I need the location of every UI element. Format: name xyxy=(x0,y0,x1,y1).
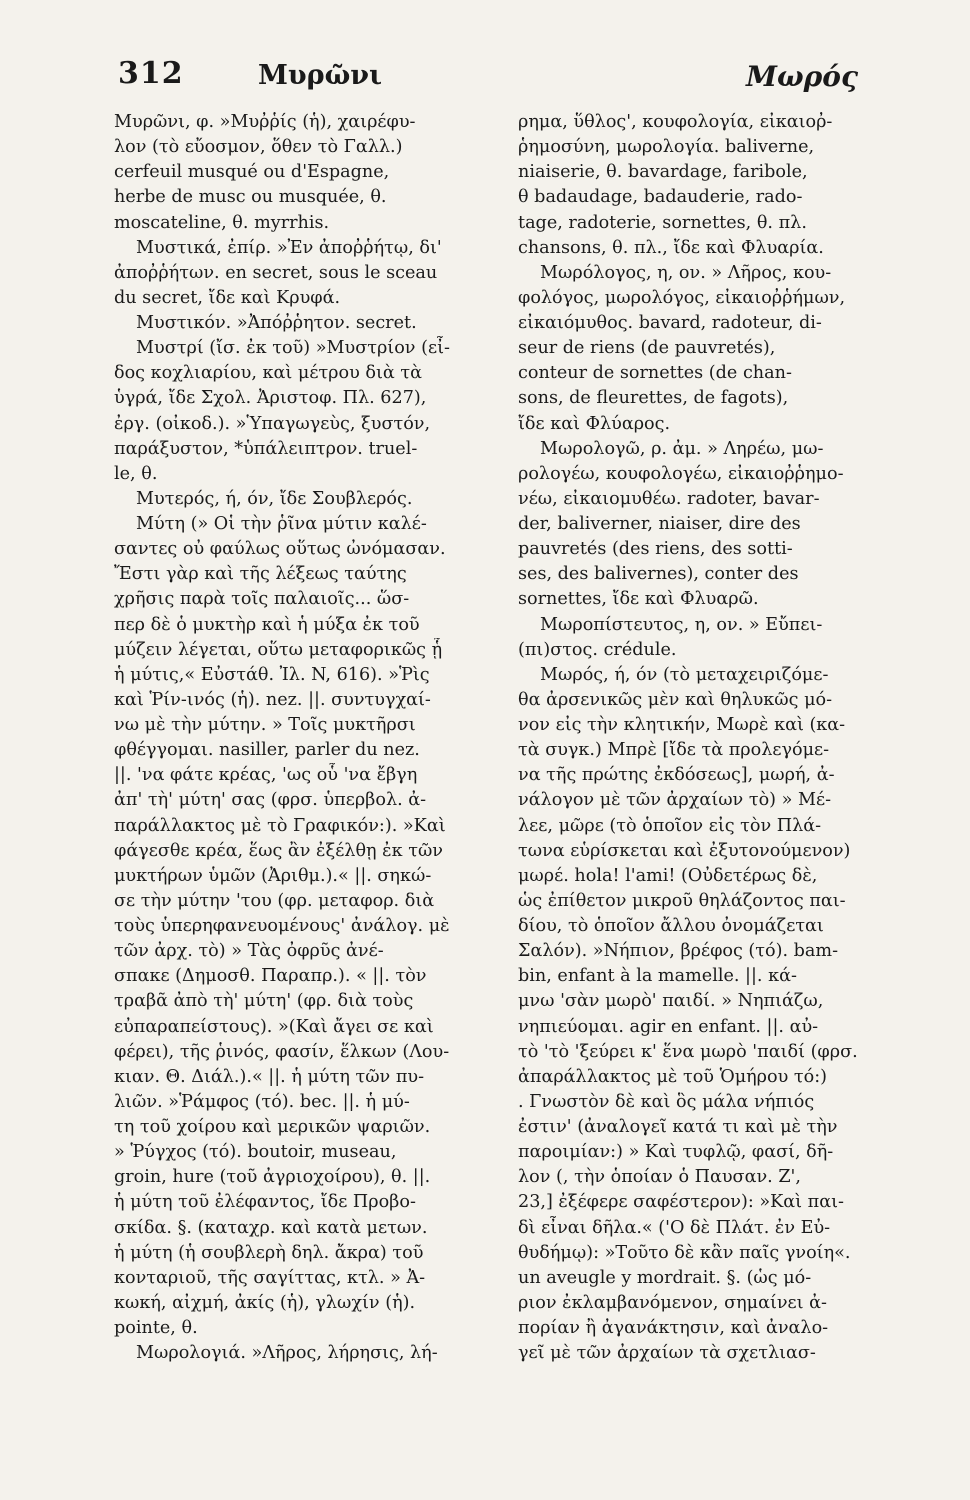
text-line: ἡ μύτις,« Εὐστάθ. Ἰλ. N, 616). »Ῥὶς xyxy=(114,664,430,685)
text-line: θα ἀρσενικῶς μὲν καὶ θηλυκῶς μό- xyxy=(518,689,833,710)
text-line: Σαλόν). »Νήπιον, βρέφος (τό). bam- xyxy=(518,941,839,962)
left-column xyxy=(114,110,484,1366)
text-line: παροιμίαν:) » Καὶ τυφλῷ, φασί, δῆ- xyxy=(518,1142,834,1163)
right-column xyxy=(518,110,933,1366)
text-line: bin, enfant à la mamelle. ||. κά- xyxy=(518,966,797,987)
text-line: μνω 'σὰν μωρὸ' παιδί. » Νηπιάζω, xyxy=(518,991,824,1012)
text-line: pointe, θ. xyxy=(114,1318,198,1338)
text-line: pauvretés (des riens, des sotti- xyxy=(518,539,793,560)
text-line: κιαν. Θ. Διάλ.).« ||. ἡ μύτη τῶν πυ- xyxy=(114,1066,425,1087)
right-guide-word: Μωρός xyxy=(746,60,858,93)
text-line: τη τοῦ χοίρου καὶ μερικῶν ψαριῶν. xyxy=(114,1117,431,1137)
text-line: Μυστικόν. »Ἀπόῤῥητον. secret. xyxy=(136,313,417,333)
text-line: τὸ 'τὸ 'ξεύρει κ' ἕνα μωρὸ 'παιδί (φρσ. xyxy=(518,1041,858,1062)
text-line: Μυρῶνι, φ. »Μυῤῥίς (ἡ), χαιρέφυ- xyxy=(114,112,416,132)
text-line: ἀπαράλλακτος μὲ τοῦ Ὁμήρου τό:) xyxy=(518,1066,828,1087)
text-line: du secret, ἴδε καὶ Κρυφά. xyxy=(114,287,341,308)
text-line: ῥημοσύνη, μωρολογία. baliverne, xyxy=(518,137,815,158)
text-line: μύζειν λέγεται, οὕτω μεταφορικῶς ᾗ xyxy=(114,639,443,660)
text-line: τοὺς ὑπερηφανευομένους' ἀνάλογ. μὲ xyxy=(114,916,450,936)
text-line: φθέγγομαι. nasiller, parler du nez. xyxy=(114,740,420,761)
text-line: der, baliverner, niaiser, dire des xyxy=(518,514,801,534)
text-line: ἐργ. (οἰκοδ.). »Ὑπαγωγεὺς, ξυστόν, xyxy=(114,413,431,434)
text-line: τὰ συγκ.) Μπρὲ [ἴδε τὰ προλεγόμε- xyxy=(518,740,830,761)
text-line: τωνα εὑρίσκεται καὶ ἐξυτονούμενον) xyxy=(518,840,851,861)
text-line: πορίαν ἢ ἀγανάκτησιν, καὶ ἀναλο- xyxy=(518,1318,829,1338)
text-line: » Ῥύγχος (τό). boutoir, museau, xyxy=(114,1142,397,1163)
text-line: λον (, τὴν ὁποίαν ὁ Παυσαν. Ζ', xyxy=(518,1167,801,1188)
text-line: φάγεσθε κρέα, ἕως ἂν ἐξέλθῃ ἐκ τῶν xyxy=(114,840,443,861)
running-header xyxy=(118,56,870,100)
text-line: περ δὲ ὁ μυκτὴρ καὶ ἡ μύξα ἐκ τοῦ xyxy=(114,614,420,635)
text-line: sons, de fleurettes, de fagots), xyxy=(518,388,789,409)
text-line: τῶν ἀρχ. τὸ) » Τὰς ὀφρῦς ἀνέ- xyxy=(114,941,384,962)
text-line: Ἔστι γὰρ καὶ τῆς λέξεως ταύτης xyxy=(114,564,407,585)
text-line: 23,] ἐξέφερε σαφέστερον): »Καὶ παι- xyxy=(518,1192,844,1213)
text-line: ρημα, ὕθλος', κουφολογία, εἰκαιοῤ- xyxy=(518,112,833,132)
text-line: εὐπαραπείστους). »(Καὶ ἄγει σε καὶ xyxy=(114,1016,434,1037)
text-line: Μωροπίστευτος, η, ον. » Εὔπει- xyxy=(540,614,823,635)
page-number: 312 xyxy=(118,56,184,91)
text-line: ses, des balivernes), conter des xyxy=(518,564,799,585)
text-line: ἴδε καὶ Φλύαρος. xyxy=(518,413,671,434)
text-line: . Γνωστὸν δὲ καὶ ὃς μάλα νήπιός xyxy=(518,1091,815,1112)
left-guide-word: Μυρῶνι xyxy=(258,60,383,91)
text-line: σε τὴν μύτην 'του (φρ. μεταφορ. διὰ xyxy=(114,890,435,911)
text-line: λεε, μῶρε (τὸ ὁποῖον εἰς τὸν Πλά- xyxy=(518,815,822,836)
text-line: σπακε (Δημοσθ. Παραπρ.). « ||. τὸν xyxy=(114,966,427,987)
text-line: niaiserie, θ. bavardage, faribole, xyxy=(518,162,808,183)
text-line: Μωρολογῶ, ρ. ἀμ. » Ληρέω, μω- xyxy=(540,438,824,459)
text-line: νηπιεύομαι. agir en enfant. ||. αὐ- xyxy=(518,1016,819,1037)
text-line: Μωρολογιά. »Λῆρος, λήρησις, λή- xyxy=(136,1343,438,1364)
text-line: να τῆς πρώτης ἐκδόσεως], μωρή, ἀ- xyxy=(518,765,835,786)
text-line: cerfeuil musqué ou d'Espagne, xyxy=(114,162,390,183)
text-line: παράλλακτος μὲ τὸ Γραφικόν:). »Καὶ xyxy=(114,815,446,836)
text-line: Μυστικά, ἐπίρ. »Ἐν ἀποῤῥήτῳ, δι' xyxy=(136,237,442,258)
text-line: κονταριοῦ, τῆς σαγίττας, κτλ. » Ἀ- xyxy=(114,1267,426,1288)
text-line: ριον ἐκλαμβανόμενον, σημαίνει ἀ- xyxy=(518,1292,827,1313)
text-line: tage, radoterie, sornettes, θ. πλ. xyxy=(518,212,807,233)
text-line: σκίδα. §. (καταχρ. καὶ κατὰ μετων. xyxy=(114,1217,428,1238)
text-line: (πι)στος. crédule. xyxy=(518,639,677,660)
text-line: groin, hure (τοῦ ἀγριοχοίρου), θ. ||. xyxy=(114,1167,431,1188)
text-line: παράξυστον, *ὑπάλειπτρον. truel- xyxy=(114,438,418,459)
text-line: herbe de musc ou musquée, θ. xyxy=(114,187,387,208)
text-line: sornettes, ἴδε καὶ Φλυαρῶ. xyxy=(518,589,759,610)
text-line: σαντες οὐ φαύλως οὕτως ὠνόμασαν. xyxy=(114,539,446,560)
text-line: Μύτη (» Οἱ τὴν ῥῖνα μύτιν καλέ- xyxy=(136,514,427,534)
text-line: ἀπ' τὴ' μύτη' σας (φρσ. ὑπερβολ. ἀ- xyxy=(114,790,427,811)
text-line: δίου, τὸ ὁποῖον ἄλλου ὀνομάζεται xyxy=(518,916,824,936)
text-line: νον εἰς τὴν κλητικήν, Μωρὲ καὶ (κα- xyxy=(518,715,846,735)
text-line: le, θ. xyxy=(114,463,158,484)
text-line: chansons, θ. πλ., ἴδε καὶ Φλυαρία. xyxy=(518,237,824,258)
text-line: φολόγος, μωρολόγος, εἰκαιοῤῥήμων, xyxy=(518,287,846,308)
text-line: Μυστρί (ἴσ. ἐκ τοῦ) »Μυστρίον (εἶ- xyxy=(136,338,450,359)
text-line: ἀποῤῥήτων. en secret, sous le sceau xyxy=(114,262,438,283)
text-line: ἡ μύτη (ἡ σουβλερὴ δηλ. ἄκρα) τοῦ xyxy=(114,1242,424,1263)
text-line: δος κοχλιαρίου, καὶ μέτρου διὰ τὰ xyxy=(114,363,422,384)
text-line: γεῖ μὲ τῶν ἀρχαίων τὰ σχετλιασ- xyxy=(518,1343,816,1364)
text-line: νέω, εἰκαιομυθέω. radoter, bavar- xyxy=(518,488,820,509)
text-line: ||. 'να φάτε κρέας, 'ως οὗ 'να ἔβγη xyxy=(114,765,418,786)
text-line: Μωρός, ή, όν (τὸ μεταχειριζόμε- xyxy=(540,664,829,685)
text-line: εἰκαιόμυθος. bavard, radoteur, di- xyxy=(518,313,822,333)
text-line: μωρέ. hola! l'ami! (Οὐδετέρως δὲ, xyxy=(518,865,818,886)
text-line: μυκτήρων ὑμῶν (Ἀριθμ.).« ||. σηκώ- xyxy=(114,865,432,886)
text-line: θ badaudage, badauderie, rado- xyxy=(518,187,803,208)
text-line: χρῆσις παρὰ τοῖς παλαιοῖς... ὥσ- xyxy=(114,589,410,610)
text-line: Μωρόλογος, η, ον. » Λῆρος, κου- xyxy=(540,262,832,283)
text-line: Μυτερός, ή, όν, ἴδε Σουβλερός. xyxy=(136,488,413,509)
text-line: θυδήμῳ): »Τοῦτο δὲ κἂν παῖς γνοίη«. xyxy=(518,1242,851,1263)
text-line: ἐστιν' (ἀναλογεῖ κατά τι καὶ μὲ τὴν xyxy=(518,1117,838,1137)
text-line: δὶ εἶναι δῆλα.« ('Ο δὲ Πλάτ. ἐν Εὐ- xyxy=(518,1217,831,1238)
text-line: ὑγρά, ἴδε Σχολ. Ἀριστοφ. Πλ. 627), xyxy=(114,388,427,409)
text-line: seur de riens (de pauvretés), xyxy=(518,338,776,359)
text-line: τραβᾶ ἀπὸ τὴ' μύτη' (φρ. διὰ τοὺς xyxy=(114,991,414,1012)
text-line: conteur de sornettes (de chan- xyxy=(518,363,792,384)
text-line: ἡ μύτη τοῦ ἐλέφαντος, ἴδε Προβο- xyxy=(114,1192,416,1213)
text-line: moscateline, θ. myrrhis. xyxy=(114,212,330,233)
text-line: κωκή, αἰχμή, ἀκίς (ἡ), γλωχίν (ἡ). xyxy=(114,1292,416,1313)
text-line: ὡς ἐπίθετον μικροῦ θηλάζοντος παι- xyxy=(518,890,846,911)
text-line: νάλογον μὲ τῶν ἀρχαίων τὸ) » Μέ- xyxy=(518,790,832,811)
text-line: λον (τὸ εὔοσμον, ὅθεν τὸ Γαλλ.) xyxy=(114,137,403,158)
text-line: un aveugle y mordrait. §. (ὡς μό- xyxy=(518,1267,812,1288)
text-line: ρολογέω, κουφολογέω, εἰκαιοῤῥημο- xyxy=(518,463,844,484)
text-line: νω μὲ τὴν μύτην. » Τοῖς μυκτῆρσι xyxy=(114,715,416,735)
text-line: λιῶν. »Ῥάμφος (τό). bec. ||. ἡ μύ- xyxy=(114,1091,410,1112)
text-line: φέρει), τῆς ῥινός, φασίν, ἕλκων (Λου- xyxy=(114,1041,450,1062)
text-line: καὶ Ῥίν-ινός (ἡ). nez. ||. συντυγχαί- xyxy=(114,689,431,710)
